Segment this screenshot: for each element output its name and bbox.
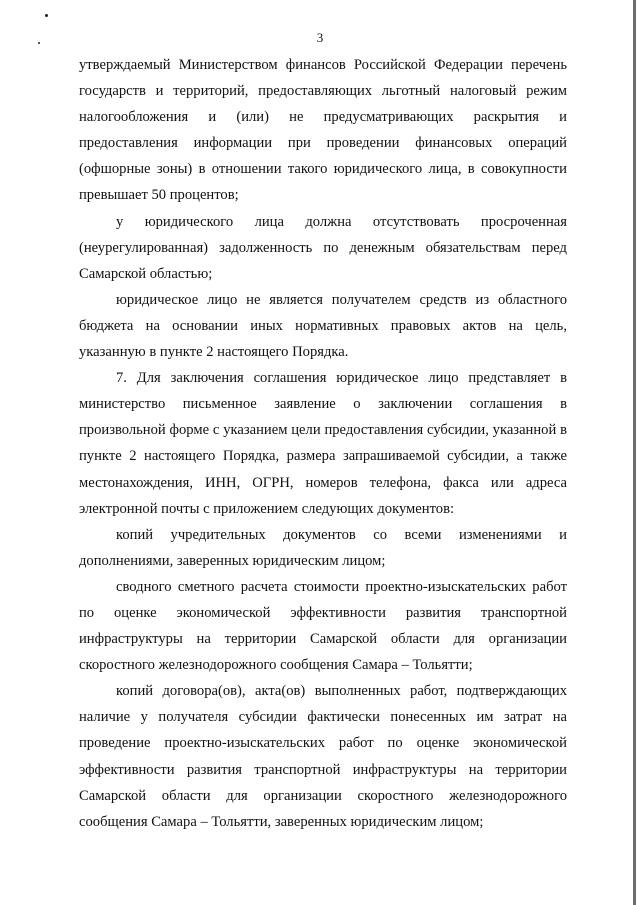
- document-body: [79, 52, 567, 835]
- paragraph-offshore-share: утверждаемый Министерством финансов Российской Федерации перечень государств и территорий, предоставляющих льготный налоговый режим налогообложения и (или) не предусматривающих раскрытия и предоставления информации при проведении финансовых операций (офшорные зоны) в отношении такого юридического лица, в совокупности превышает 50 процентов;: [79, 57, 567, 204]
- scan-speck: [45, 14, 48, 17]
- paragraph-founding-documents: копий учредительных документов со всеми изменениями и дополнениями, заверенных юридическим лицом;: [79, 526, 567, 569]
- paragraph-cost-estimate: сводного сметного расчета стоимости проектно-изыскательских работ по оценке экономической эффективности развития транспортной инфраструктуры на территории Самарской области для организации скоростного железнодорожного сообщения Самара – Тольятти;: [79, 578, 567, 674]
- paragraph-not-recipient: юридическое лицо не является получателем средств из областного бюджета на основании иных нормативных правовых актов на цель, указанную в пункте 2 настоящего Порядка.: [79, 291, 567, 361]
- paragraph-contracts-acts: копий договора(ов), акта(ов) выполненных работ, подтверждающих наличие у получателя субсидии фактически понесенных им затрат на проведение проектно-изыскательских работ по оценке экономической эффективности развития транспортной инфраструктуры на территории Самарской области для организации скоростного железнодорожного сообщения Самара – Тольятти, заверенных юридическим лицом;: [79, 683, 567, 830]
- paragraph-no-debt: у юридического лица должна отсутствовать просроченная (неурегулированная) задолженность по денежным обязательствам перед Самарской областью;: [79, 213, 567, 282]
- page-number: 3: [316, 30, 324, 45]
- paragraph-item-7-application: 7. Для заключения соглашения юридическое лицо представляет в министерство письменное заявление о заключении соглашения в произвольной форме с указанием цели предоставления субсидии, указанной в пункте 2 настоящего Порядка, размера запрашиваемой субсидии, а также местонахождения, ИНН, ОГРН, номеров телефона, факса или адреса электронной почты с приложением следующих документов:: [79, 370, 567, 517]
- scan-page-edge: [633, 0, 636, 905]
